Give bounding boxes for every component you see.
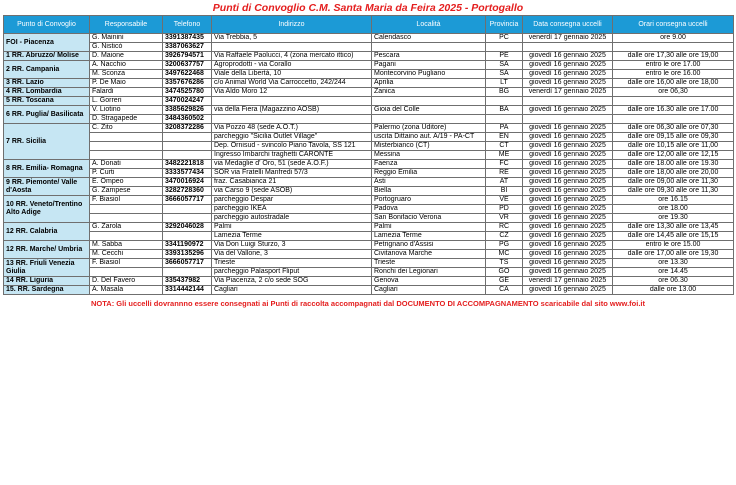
- table-row: [4, 187, 734, 196]
- provincia-cell: PE: [486, 52, 523, 61]
- provincia-cell: [486, 97, 523, 106]
- indirizzo-cell: Lamezia Terme: [212, 232, 372, 241]
- header-telefono: Telefono: [163, 16, 212, 34]
- telefono-cell: 3470016924: [163, 178, 212, 187]
- responsabile-cell: C. Zito: [90, 124, 163, 133]
- provincia-cell: VR: [486, 214, 523, 223]
- data-consegna-cell: giovedì 16 gennaio 2025: [523, 133, 613, 142]
- data-consegna-cell: venerdì 17 gennaio 2025: [523, 277, 613, 286]
- data-consegna-cell: [523, 115, 613, 124]
- indirizzo-cell: Palmi: [212, 223, 372, 232]
- localita-cell: Misterbianco (CT): [372, 142, 486, 151]
- provincia-cell: AT: [486, 178, 523, 187]
- convoy-point-name: 10 RR. Veneto/Trentino Alto Adige: [4, 196, 90, 223]
- header-indirizzo: Indirizzo: [212, 16, 372, 34]
- orari-consegna-cell: entro le ore 16.00: [613, 70, 734, 79]
- localita-cell: Biella: [372, 187, 486, 196]
- indirizzo-cell: Via Piacenza, 2 c/o sede SOG: [212, 277, 372, 286]
- provincia-cell: SA: [486, 70, 523, 79]
- table-row: [4, 115, 734, 124]
- document-title: Punti di Convoglio C.M. Santa Maria da Feira 2025 - Portogallo: [212, 2, 524, 14]
- responsabile-cell: [90, 214, 163, 223]
- responsabile-cell: P. Curti: [90, 169, 163, 178]
- telefono-cell: 3474525780: [163, 88, 212, 97]
- table-row: [4, 286, 734, 295]
- convoy-point-name: 7 RR. Sicilia: [4, 124, 90, 160]
- orari-consegna-cell: dalle ore 09,00 alle ore 11,30: [613, 178, 734, 187]
- telefono-cell: 3666057717: [163, 259, 212, 268]
- indirizzo-cell: parcheggio Despar: [212, 196, 372, 205]
- telefono-cell: 3208372286: [163, 124, 212, 133]
- provincia-cell: CT: [486, 142, 523, 151]
- orari-consegna-cell: dalle ore 16,00 alle ore 18,00: [613, 79, 734, 88]
- convoy-point-name: 14 RR. Liguria: [4, 277, 90, 286]
- responsabile-cell: M. Cecchi: [90, 250, 163, 259]
- telefono-cell: [163, 268, 212, 277]
- provincia-cell: MC: [486, 250, 523, 259]
- convoy-point-name: 9 RR. Piemonte/ Valle d'Aosta: [4, 178, 90, 196]
- orari-consegna-cell: dalle ore 09,15 alle ore 09,30: [613, 133, 734, 142]
- indirizzo-cell: Ingresso Imbarchi traghetti CARONTE: [212, 151, 372, 160]
- responsabile-cell: A. Nacchio: [90, 61, 163, 70]
- indirizzo-cell: [212, 43, 372, 52]
- telefono-cell: 3393135296: [163, 250, 212, 259]
- orari-consegna-cell: ore 19.30: [613, 214, 734, 223]
- indirizzo-cell: Via Trebbia, 5: [212, 34, 372, 43]
- provincia-cell: BA: [486, 106, 523, 115]
- convoy-point-name: 12 RR. Calabria: [4, 223, 90, 241]
- localita-cell: Civitanova Marche: [372, 250, 486, 259]
- convoy-point-name: 2 RR. Campania: [4, 61, 90, 79]
- orari-consegna-cell: dalle ore 12,00 alle ore 12,15: [613, 151, 734, 160]
- table-row: [4, 151, 734, 160]
- telefono-cell: 335437982: [163, 277, 212, 286]
- responsabile-cell: M. Sconza: [90, 70, 163, 79]
- table-row: [4, 214, 734, 223]
- orari-consegna-cell: [613, 115, 734, 124]
- table-row: [4, 277, 734, 286]
- localita-cell: Asti: [372, 178, 486, 187]
- provincia-cell: ME: [486, 151, 523, 160]
- orari-consegna-cell: dalle ore 14,45 alle ore 15,15: [613, 232, 734, 241]
- provincia-cell: SA: [486, 61, 523, 70]
- provincia-cell: [486, 43, 523, 52]
- convoy-point-name: 5 RR. Toscana: [4, 97, 90, 106]
- telefono-cell: 3341190972: [163, 241, 212, 250]
- indirizzo-cell: Cagliari: [212, 286, 372, 295]
- provincia-cell: TS: [486, 259, 523, 268]
- localita-cell: Ronchi dei Legionari: [372, 268, 486, 277]
- localita-cell: Genova: [372, 277, 486, 286]
- localita-cell: Palmi: [372, 223, 486, 232]
- convoy-point-name: 12 RR. Marche/ Umbria: [4, 241, 90, 259]
- indirizzo-cell: parcheggio autostradale: [212, 214, 372, 223]
- table-row: [4, 43, 734, 52]
- responsabile-cell: [90, 232, 163, 241]
- spreadsheet: [3, 2, 733, 308]
- localita-cell: Trieste: [372, 259, 486, 268]
- orari-consegna-cell: entro le ore 15.00: [613, 241, 734, 250]
- data-consegna-cell: giovedì 16 gennaio 2025: [523, 178, 613, 187]
- orari-consegna-cell: dalle ore 17,30 alle ore 19,00: [613, 52, 734, 61]
- header-orari: Orari consegna uccelli: [613, 16, 734, 34]
- indirizzo-cell: fraz. Casabianca 21: [212, 178, 372, 187]
- header-row: [4, 16, 734, 34]
- convoy-point-name: 15. RR. Sardegna: [4, 286, 90, 295]
- provincia-cell: PC: [486, 34, 523, 43]
- telefono-cell: 3200637757: [163, 61, 212, 70]
- indirizzo-cell: Via Pozzo 48 (sede A.O.T.): [212, 124, 372, 133]
- convoy-points-table: [3, 15, 734, 295]
- table-row: [4, 142, 734, 151]
- data-consegna-cell: giovedì 16 gennaio 2025: [523, 106, 613, 115]
- indirizzo-cell: via della Fiera (Magazzino AOSB): [212, 106, 372, 115]
- indirizzo-cell: Dep. Ornisud - svincolo Piano Tavola, SS 121: [212, 142, 372, 151]
- responsabile-cell: G. Mainini: [90, 34, 163, 43]
- orari-consegna-cell: dalle ore 10,15 alle ore 11,00: [613, 142, 734, 151]
- responsabile-cell: M. Sabba: [90, 241, 163, 250]
- responsabile-cell: D. Maione: [90, 52, 163, 61]
- table-row: [4, 259, 734, 268]
- localita-cell: [372, 115, 486, 124]
- telefono-cell: 3484360502: [163, 115, 212, 124]
- localita-cell: Padova: [372, 205, 486, 214]
- localita-cell: Zanica: [372, 88, 486, 97]
- responsabile-cell: E. Ompeo: [90, 178, 163, 187]
- responsabile-cell: A. Donati: [90, 160, 163, 169]
- telefono-cell: 3497622468: [163, 70, 212, 79]
- localita-cell: [372, 97, 486, 106]
- telefono-cell: [163, 232, 212, 241]
- telefono-cell: 3333577434: [163, 169, 212, 178]
- data-consegna-cell: [523, 97, 613, 106]
- data-consegna-cell: giovedì 16 gennaio 2025: [523, 151, 613, 160]
- convoy-point-name: 4 RR. Lombardia: [4, 88, 90, 97]
- table-row: [4, 223, 734, 232]
- table-row: [4, 97, 734, 106]
- table-row: [4, 61, 734, 70]
- data-consegna-cell: giovedì 16 gennaio 2025: [523, 214, 613, 223]
- data-consegna-cell: giovedì 16 gennaio 2025: [523, 250, 613, 259]
- data-consegna-cell: giovedì 16 gennaio 2025: [523, 124, 613, 133]
- responsabile-cell: F. Biasiol: [90, 259, 163, 268]
- localita-cell: uscita Dittaino aut. A/19 - PA-CT: [372, 133, 486, 142]
- indirizzo-cell: via Medaglie d' Oro, 51 (sede A.O.F.): [212, 160, 372, 169]
- indirizzo-cell: parcheggio "Sicilia Outlet Village": [212, 133, 372, 142]
- orari-consegna-cell: entro le ore 17.00: [613, 61, 734, 70]
- data-consegna-cell: venerdì 17 gennaio 2025: [523, 34, 613, 43]
- data-consegna-cell: giovedì 16 gennaio 2025: [523, 241, 613, 250]
- responsabile-cell: G. Zarola: [90, 223, 163, 232]
- telefono-cell: 3387063627: [163, 43, 212, 52]
- provincia-cell: [486, 115, 523, 124]
- responsabile-cell: Falardi: [90, 88, 163, 97]
- localita-cell: Messina: [372, 151, 486, 160]
- data-consegna-cell: [523, 43, 613, 52]
- table-row: [4, 232, 734, 241]
- table-row: [4, 52, 734, 61]
- data-consegna-cell: giovedì 16 gennaio 2025: [523, 187, 613, 196]
- telefono-cell: [163, 205, 212, 214]
- provincia-cell: GO: [486, 268, 523, 277]
- orari-consegna-cell: [613, 97, 734, 106]
- data-consegna-cell: giovedì 16 gennaio 2025: [523, 79, 613, 88]
- data-consegna-cell: giovedì 16 gennaio 2025: [523, 142, 613, 151]
- orari-consegna-cell: ore 14.45: [613, 268, 734, 277]
- responsabile-cell: P. De Maio: [90, 79, 163, 88]
- table-row: [4, 205, 734, 214]
- footer-note: NOTA: Gli uccelli dovrannno essere consegnati ai Punti di raccolta accompagnati dal DOCUMENTO DI ACCOMPAGNAMENTO scaricabile dal sito www.foi.it: [91, 299, 645, 308]
- provincia-cell: LT: [486, 79, 523, 88]
- table-row: [4, 250, 734, 259]
- convoy-point-name: 8 RR. Emilia- Romagna: [4, 160, 90, 178]
- responsabile-cell: [90, 151, 163, 160]
- responsabile-cell: F. Biasiol: [90, 196, 163, 205]
- orari-consegna-cell: dalle ore 18,00 alle ore 20,00: [613, 169, 734, 178]
- orari-consegna-cell: dalle ore 16.30 alle ore 17.00: [613, 106, 734, 115]
- provincia-cell: GE: [486, 277, 523, 286]
- localita-cell: Pagani: [372, 61, 486, 70]
- provincia-cell: PD: [486, 205, 523, 214]
- data-consegna-cell: giovedì 16 gennaio 2025: [523, 70, 613, 79]
- table-row: [4, 268, 734, 277]
- indirizzo-cell: [212, 115, 372, 124]
- convoy-point-name: FOI - Piacenza: [4, 34, 90, 52]
- orari-consegna-cell: dalle ore 06,30 alle ore 07,30: [613, 124, 734, 133]
- data-consegna-cell: venerdì 17 gennaio 2025: [523, 88, 613, 97]
- data-consegna-cell: giovedì 16 gennaio 2025: [523, 232, 613, 241]
- data-consegna-cell: giovedì 16 gennaio 2025: [523, 223, 613, 232]
- indirizzo-cell: Viale della Libertà, 10: [212, 70, 372, 79]
- telefono-cell: 3314442144: [163, 286, 212, 295]
- responsabile-cell: L. Gorreri: [90, 97, 163, 106]
- convoy-point-name: 13 RR. Friuli Venezia Giulia: [4, 259, 90, 277]
- header-data: Data consegna uccelli: [523, 16, 613, 34]
- table-row: [4, 88, 734, 97]
- responsabile-cell: D. Del Favero: [90, 277, 163, 286]
- indirizzo-cell: Via del Vallone, 3: [212, 250, 372, 259]
- provincia-cell: CA: [486, 286, 523, 295]
- provincia-cell: BG: [486, 88, 523, 97]
- responsabile-cell: [90, 133, 163, 142]
- provincia-cell: RE: [486, 169, 523, 178]
- responsabile-cell: D. Stragapede: [90, 115, 163, 124]
- data-consegna-cell: giovedì 16 gennaio 2025: [523, 196, 613, 205]
- indirizzo-cell: Trieste: [212, 259, 372, 268]
- orari-consegna-cell: ore 13.30: [613, 259, 734, 268]
- telefono-cell: 3391387435: [163, 34, 212, 43]
- localita-cell: Reggio Emilia: [372, 169, 486, 178]
- telefono-cell: 3292046028: [163, 223, 212, 232]
- localita-cell: Montecorvino Pugliano: [372, 70, 486, 79]
- provincia-cell: VE: [486, 196, 523, 205]
- data-consegna-cell: giovedì 16 gennaio 2025: [523, 286, 613, 295]
- header-localita: Località: [372, 16, 486, 34]
- orari-consegna-cell: dalle ore 18.00 alle ore 19.30: [613, 160, 734, 169]
- provincia-cell: EN: [486, 133, 523, 142]
- telefono-cell: 3357676286: [163, 79, 212, 88]
- indirizzo-cell: c/o Animal World Via Carroccetto, 242/244: [212, 79, 372, 88]
- table-row: [4, 106, 734, 115]
- responsabile-cell: [90, 205, 163, 214]
- provincia-cell: CZ: [486, 232, 523, 241]
- table-body: [4, 34, 734, 295]
- localita-cell: Aprilia: [372, 79, 486, 88]
- localita-cell: Portogruaro: [372, 196, 486, 205]
- responsabile-cell: G. Zampese: [90, 187, 163, 196]
- indirizzo-cell: parcheggio IKEA: [212, 205, 372, 214]
- telefono-cell: 3926794571: [163, 52, 212, 61]
- data-consegna-cell: giovedì 16 gennaio 2025: [523, 205, 613, 214]
- responsabile-cell: [90, 268, 163, 277]
- indirizzo-cell: Agroprodotti - via Corallo: [212, 61, 372, 70]
- convoy-point-name: 1 RR. Abruzzo/ Molise: [4, 52, 90, 61]
- telefono-cell: 3282728360: [163, 187, 212, 196]
- table-row: [4, 79, 734, 88]
- table-row: [4, 169, 734, 178]
- indirizzo-cell: parcheggio Palasport Fliput: [212, 268, 372, 277]
- orari-consegna-cell: dalle ore 17,00 alle ore 19,30: [613, 250, 734, 259]
- provincia-cell: RC: [486, 223, 523, 232]
- provincia-cell: BI: [486, 187, 523, 196]
- orari-consegna-cell: ore 9.00: [613, 34, 734, 43]
- telefono-cell: 3385629826: [163, 106, 212, 115]
- header-provincia: Provincia: [486, 16, 523, 34]
- provincia-cell: PA: [486, 124, 523, 133]
- responsabile-cell: [90, 142, 163, 151]
- localita-cell: Palermo (zona Uditore): [372, 124, 486, 133]
- orari-consegna-cell: ore 18.00: [613, 205, 734, 214]
- orari-consegna-cell: ore 16.15: [613, 196, 734, 205]
- responsabile-cell: G. Nisticò: [90, 43, 163, 52]
- table-row: [4, 124, 734, 133]
- telefono-cell: 3666057717: [163, 196, 212, 205]
- indirizzo-cell: via Carso 9 (sede ASOB): [212, 187, 372, 196]
- telefono-cell: [163, 151, 212, 160]
- localita-cell: Pescara: [372, 52, 486, 61]
- localita-cell: Lamezia Terme: [372, 232, 486, 241]
- header-punto: Punto di Convoglio: [4, 16, 90, 34]
- header-responsabile: Responsabile: [90, 16, 163, 34]
- data-consegna-cell: giovedì 16 gennaio 2025: [523, 61, 613, 70]
- table-row: [4, 241, 734, 250]
- data-consegna-cell: giovedì 16 gennaio 2025: [523, 259, 613, 268]
- table-row: [4, 160, 734, 169]
- indirizzo-cell: SOR via Fratelli Manfredi 57/3: [212, 169, 372, 178]
- orari-consegna-cell: dalle ore 09,30 alle ore 11,30: [613, 187, 734, 196]
- convoy-point-name: 6 RR. Puglia/ Basilicata: [4, 106, 90, 124]
- telefono-cell: 3470024247: [163, 97, 212, 106]
- localita-cell: Gioia del Colle: [372, 106, 486, 115]
- indirizzo-cell: [212, 97, 372, 106]
- convoy-point-name: 3 RR. Lazio: [4, 79, 90, 88]
- telefono-cell: [163, 133, 212, 142]
- indirizzo-cell: Via Don Luigi Sturzo, 3: [212, 241, 372, 250]
- data-consegna-cell: giovedì 16 gennaio 2025: [523, 160, 613, 169]
- telefono-cell: [163, 214, 212, 223]
- data-consegna-cell: giovedì 16 gennaio 2025: [523, 52, 613, 61]
- orari-consegna-cell: ore 06.30: [613, 277, 734, 286]
- localita-cell: [372, 43, 486, 52]
- localita-cell: Petrignano d'Assisi: [372, 241, 486, 250]
- telefono-cell: 3482221818: [163, 160, 212, 169]
- table-row: [4, 196, 734, 205]
- data-consegna-cell: giovedì 16 gennaio 2025: [523, 268, 613, 277]
- orari-consegna-cell: dalle ore 13,30 alle ore 13,45: [613, 223, 734, 232]
- provincia-cell: PG: [486, 241, 523, 250]
- orari-consegna-cell: ore 06,30: [613, 88, 734, 97]
- data-consegna-cell: giovedì 16 gennaio 2025: [523, 169, 613, 178]
- table-row: [4, 70, 734, 79]
- responsabile-cell: A. Masala: [90, 286, 163, 295]
- table-row: [4, 178, 734, 187]
- orari-consegna-cell: dalle ore 13.00: [613, 286, 734, 295]
- indirizzo-cell: Via Raffaele Paolucci, 4 (zona mercato ittico): [212, 52, 372, 61]
- localita-cell: Cagliari: [372, 286, 486, 295]
- responsabile-cell: V. Liotino: [90, 106, 163, 115]
- telefono-cell: [163, 142, 212, 151]
- table-row: [4, 34, 734, 43]
- provincia-cell: FC: [486, 160, 523, 169]
- localita-cell: Calendasco: [372, 34, 486, 43]
- table-row: [4, 133, 734, 142]
- localita-cell: San Bonifacio Verona: [372, 214, 486, 223]
- orari-consegna-cell: [613, 43, 734, 52]
- localita-cell: Faenza: [372, 160, 486, 169]
- indirizzo-cell: Via Aldo Moro 12: [212, 88, 372, 97]
